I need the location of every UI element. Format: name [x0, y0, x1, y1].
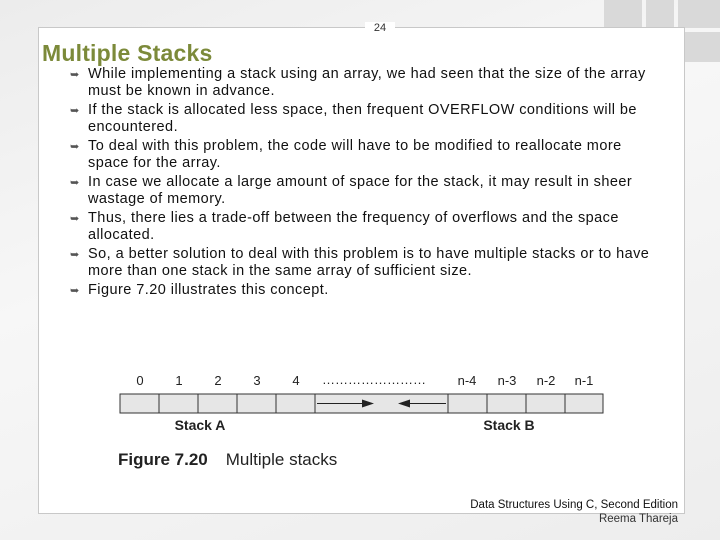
bullet-item	[70, 138, 660, 171]
decorative-block	[678, 0, 720, 28]
index-label: 3	[253, 373, 261, 388]
arrow-bullet-icon: ➥	[70, 69, 80, 81]
index-label: n-2	[536, 373, 556, 388]
arrow-bullet-icon: ➥	[70, 141, 80, 153]
bullet-item	[70, 210, 660, 243]
index-label: n-1	[574, 373, 594, 388]
figure-number: Figure 7.20	[118, 450, 208, 469]
figure-caption	[118, 450, 337, 470]
footer	[470, 498, 678, 526]
arrow-bullet-icon: ➥	[70, 177, 80, 189]
ellipsis-dots: ……………………	[322, 372, 426, 387]
bullet-text: Thus, there lies a trade-off between the frequency of overflows and the space allocated.	[88, 210, 619, 243]
bullet-text: Figure 7.20 illustrates this concept.	[88, 282, 329, 298]
figure-caption-text: Multiple stacks	[225, 450, 338, 469]
footer-author: Reema Thareja	[598, 513, 678, 525]
decorative-block	[680, 32, 720, 62]
index-label: n-4	[457, 373, 477, 388]
arrow-bullet-icon: ➥	[70, 285, 80, 297]
stack-a-label: Stack A	[174, 417, 226, 433]
arrow-bullet-icon: ➥	[70, 249, 80, 261]
decorative-block	[604, 0, 642, 28]
bullet-item	[70, 102, 660, 135]
page-number: 24	[365, 22, 395, 42]
bullet-text: To deal with this problem, the code will have to be modified to reallocate more space for the array.	[88, 138, 622, 171]
bullet-text: If the stack is allocated less space, then frequent OVERFLOW conditions will be encountered.	[88, 102, 637, 135]
bullet-item	[70, 282, 660, 299]
stack-b-label: Stack B	[483, 417, 535, 433]
index-label: 2	[214, 373, 222, 388]
bullet-text: In case we allocate a large amount of space for the stack, it may result in sheer wastage of memory.	[88, 174, 633, 207]
bullet-text: So, a better solution to deal with this problem is to have multiple stacks or to have more than one stack in the same array of sufficient size.	[88, 246, 650, 279]
index-label: 1	[175, 373, 183, 388]
bullet-item	[70, 174, 660, 207]
bullet-item	[70, 66, 660, 99]
index-label: n-3	[497, 373, 517, 388]
bullet-list	[70, 66, 660, 302]
index-label: 0	[136, 373, 144, 388]
arrow-bullet-icon: ➥	[70, 105, 80, 117]
bullet-text: While implementing a stack using an array, we had seen that the size of the array must be known in advance.	[88, 66, 646, 99]
footer-book-title: Data Structures Using C, Second Edition	[470, 499, 678, 511]
slide-title: Multiple Stacks	[42, 40, 218, 67]
decorative-block	[646, 0, 674, 28]
bullet-item	[70, 246, 660, 279]
index-label: 4	[292, 373, 300, 388]
arrow-bullet-icon: ➥	[70, 213, 80, 225]
